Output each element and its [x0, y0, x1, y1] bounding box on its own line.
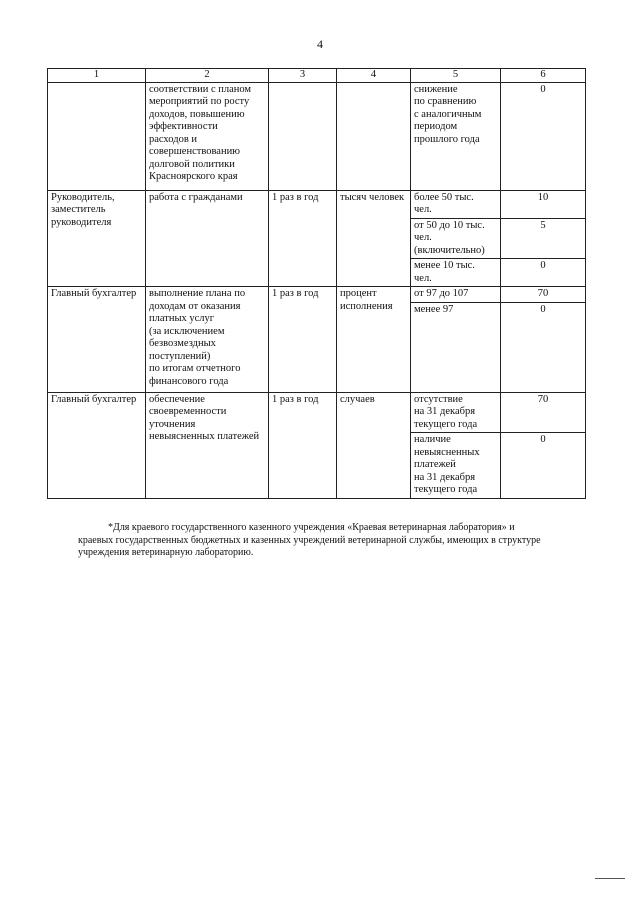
criterion-cell: менее 97: [411, 302, 501, 392]
criteria-table: [47, 68, 586, 499]
column-header-3: 3: [269, 69, 337, 83]
position-cell: Главный бухгалтер: [48, 392, 146, 499]
table-row: [48, 287, 586, 303]
table-header-row: [48, 69, 586, 83]
column-header-2: 2: [146, 69, 269, 83]
criterion-cell: отсутствие на 31 декабря текущего года: [411, 392, 501, 433]
indicator-cell: обеспечение своевременности уточнения невыясненных платежей: [146, 392, 269, 499]
footnote: [78, 522, 590, 560]
points-cell: 70: [501, 392, 586, 433]
table-row: [48, 82, 586, 190]
table-row: [48, 392, 586, 433]
footnote-line-1: *Для краевого государственного казенного учреждения «Краевая ветеринарная лаборатория» и: [108, 522, 515, 533]
points-cell: 70: [501, 287, 586, 303]
position-cell: Главный бухгалтер: [48, 287, 146, 393]
frequency-cell: 1 раз в год: [269, 190, 337, 287]
criterion-cell: более 50 тыс. чел.: [411, 190, 501, 218]
points-cell: 10: [501, 190, 586, 218]
criterion-cell: от 97 до 107: [411, 287, 501, 303]
indicator-cell: соответствии с планом мероприятий по росту доходов, повышению эффективности расходов и совершенствованию долговой политики Красноярского края: [146, 82, 269, 190]
table-row: [48, 190, 586, 218]
criterion-cell: снижение по сравнению с аналогичным периодом прошлого года: [411, 82, 501, 190]
indicator-cell: работа с гражданами: [146, 190, 269, 287]
criterion-cell: от 50 до 10 тыс. чел. (включительно): [411, 218, 501, 259]
indicator-cell: выполнение плана по доходам от оказания платных услуг (за исключением безвозмездных поступлений) по итогам отчетного финансового года: [146, 287, 269, 393]
column-header-4: 4: [337, 69, 411, 83]
points-cell: 0: [501, 302, 586, 392]
footnote-line-3: учреждения ветеринарную лабораторию.: [78, 547, 254, 558]
column-header-5: 5: [411, 69, 501, 83]
points-cell: 0: [501, 259, 586, 287]
criterion-cell: наличие невыясненных платежей на 31 декабря текущего года: [411, 433, 501, 499]
points-cell: 5: [501, 218, 586, 259]
points-cell: 0: [501, 433, 586, 499]
page-number: 4: [317, 37, 323, 51]
column-header-1: 1: [48, 69, 146, 83]
footnote-line-2: краевых государственных бюджетных и казенных учреждений ветеринарной службы, имеющих в структуре: [78, 534, 541, 546]
unit-cell: процент исполнения: [337, 287, 411, 393]
page-corner-mark: [595, 878, 625, 879]
unit-cell: случаев: [337, 392, 411, 499]
frequency-cell: 1 раз в год: [269, 392, 337, 499]
column-header-6: 6: [501, 69, 586, 83]
criterion-cell: менее 10 тыс. чел.: [411, 259, 501, 287]
position-cell: [48, 82, 146, 190]
frequency-cell: [269, 82, 337, 190]
frequency-cell: 1 раз в год: [269, 287, 337, 393]
unit-cell: тысяч человек: [337, 190, 411, 287]
unit-cell: [337, 82, 411, 190]
position-cell: Руководитель, заместитель руководителя: [48, 190, 146, 287]
points-cell: 0: [501, 82, 586, 190]
